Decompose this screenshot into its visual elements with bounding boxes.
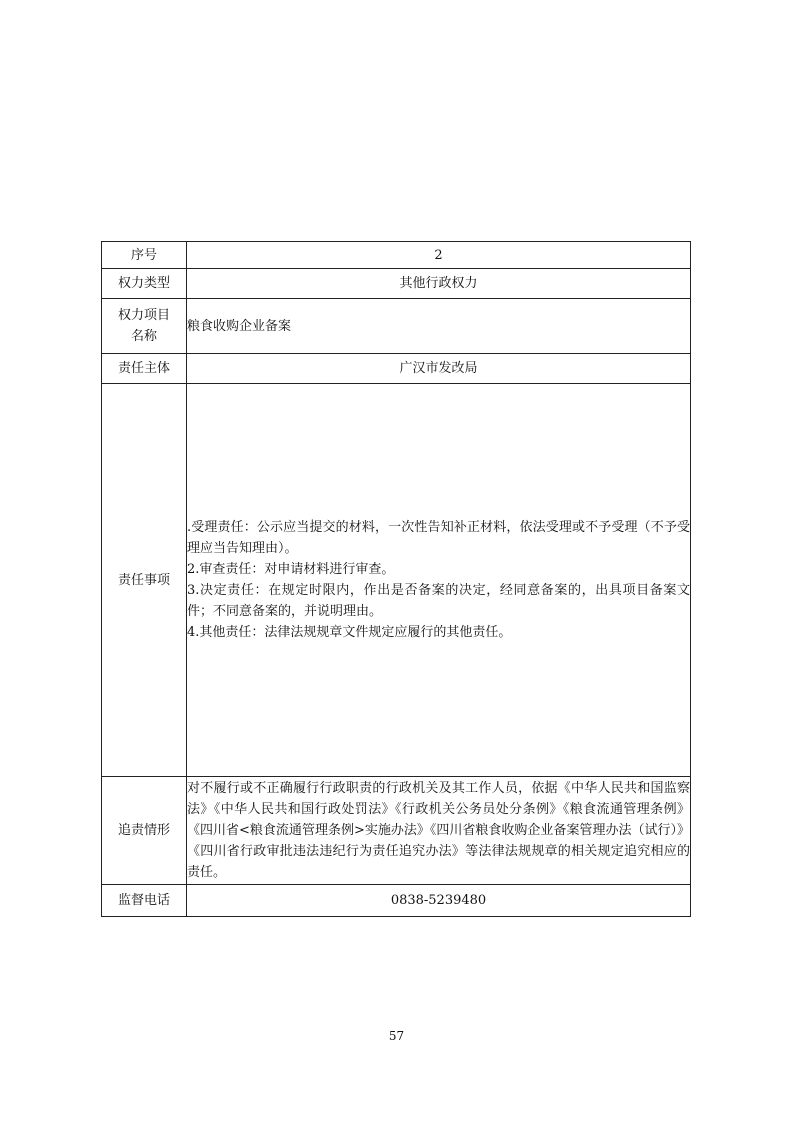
item-name-label-line-2: 名称	[130, 329, 157, 344]
responsibility-item: .受理责任：公示应当提交的材料，一次性告知补正材料，依法受理或不予受理（不予受理应当告知理由）。	[187, 520, 690, 556]
responsible-body-label: 责任主体	[102, 354, 187, 384]
power-list-table	[101, 241, 691, 917]
responsibilities-label: 责任事项	[102, 384, 187, 777]
power-type-value: 其他行政权力	[187, 269, 691, 299]
hotline-value: 0838-5239480	[187, 885, 691, 917]
serial-label: 序号	[102, 242, 187, 269]
table-row-hotline	[102, 885, 691, 917]
accountability-value: 对不履行或不正确履行行政职责的行政机关及其工作人员，依据《中华人民共和国监察法》《中华人民共和国行政处罚法》《行政机关公务员处分条例》《粮食流通管理条例》《四川省<粮食流通管理条例>实施办法》《四川省粮食收购企业备案管理办法（试行）》《四川省行政审批违法违纪行为责任追究办法》等法律法规规章的相关规定追究相应的责任。	[187, 777, 691, 885]
responsibilities-value	[187, 384, 691, 777]
page-number: 57	[388, 1029, 405, 1043]
responsible-body-value: 广汉市发改局	[187, 354, 691, 384]
table-row-responsible-body	[102, 354, 691, 384]
table-row-responsibilities	[102, 384, 691, 777]
responsibility-item: 2.审查责任：对申请材料进行审查。	[187, 562, 395, 577]
item-name-label-line-1: 权力项目	[117, 308, 170, 323]
hotline-label: 监督电话	[102, 885, 187, 917]
responsibility-item: 3.决定责任：在规定时限内，作出是否备案的决定，经同意备案的，出具项目备案文件；不同意备案的，并说明理由。	[187, 583, 690, 619]
table-row-power-type	[102, 269, 691, 299]
serial-value: 2	[187, 242, 691, 269]
item-name-value: 粮食收购企业备案	[187, 299, 691, 354]
table-row-item-name	[102, 299, 691, 354]
item-name-label	[102, 299, 187, 354]
responsibility-item: 4.其他责任：法律法规规章文件规定应履行的其他责任。	[187, 625, 512, 640]
power-type-label: 权力类型	[102, 269, 187, 299]
accountability-label: 追责情形	[102, 777, 187, 885]
table-row-accountability	[102, 777, 691, 885]
table-row-serial	[102, 242, 691, 269]
